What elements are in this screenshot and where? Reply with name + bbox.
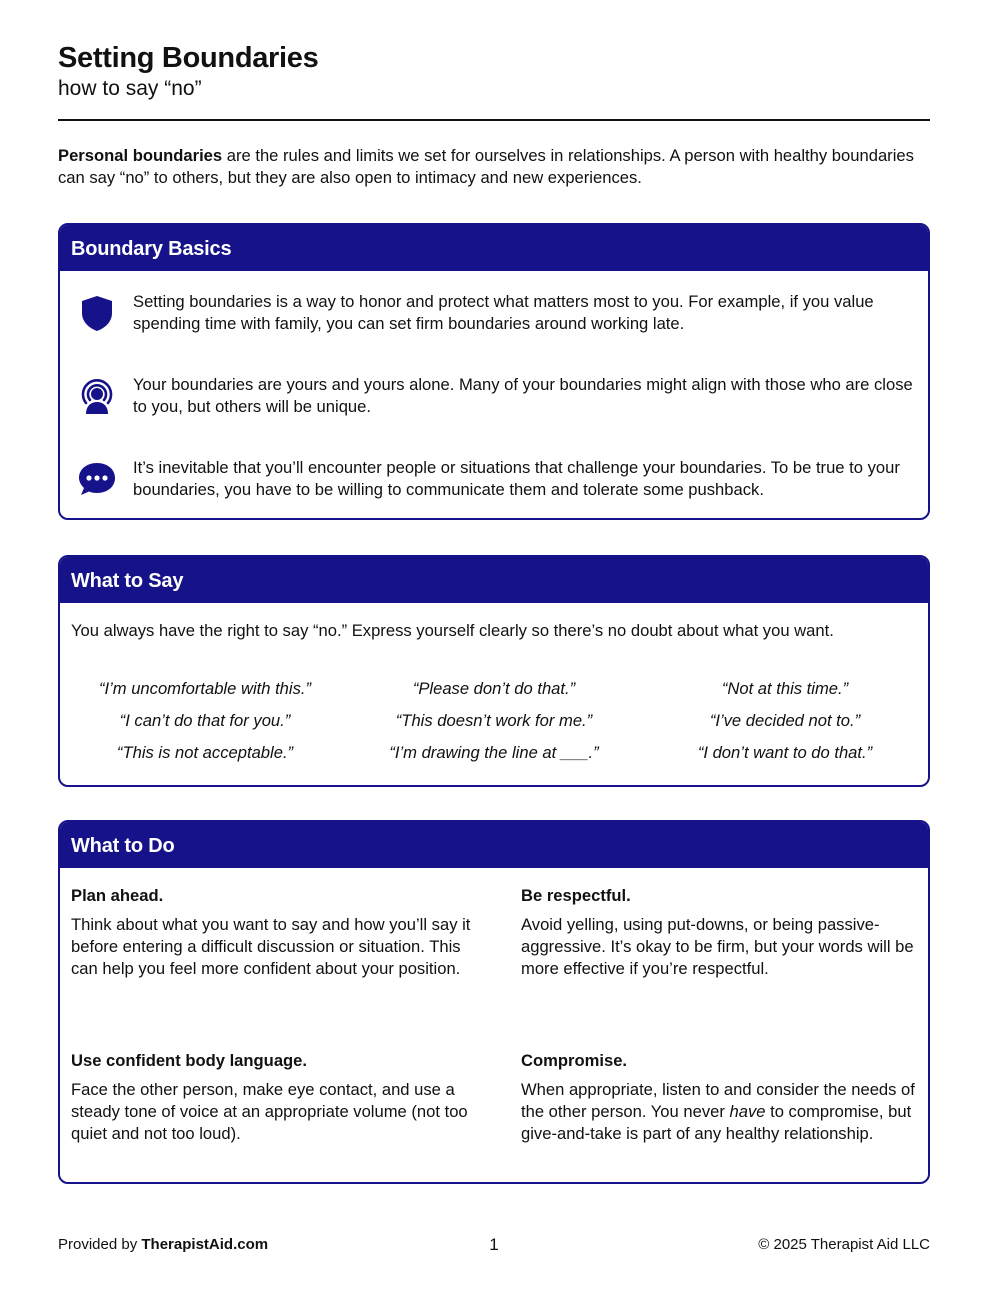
phrase: “I can’t do that for you.” (119, 711, 291, 730)
phrase: “I’m uncomfortable with this.” (98, 679, 312, 698)
basics-item-text: It’s inevitable that you’ll encounter people or situations that challenge your boundaries. To be true to your boundaries, you have to be willing to communicate them and tolerate some pushback. (133, 458, 900, 499)
chat-bubble-icon (77, 459, 117, 499)
person-broadcast-icon (77, 376, 117, 416)
intro-term: Personal boundaries (58, 146, 223, 165)
tip-title: Be respectful. (521, 886, 631, 905)
shield-icon (77, 293, 117, 333)
tip-body: Face the other person, make eye contact, and use a steady tone of voice at an appropriate volume (not too quiet and not too loud). (71, 1080, 468, 1143)
tip-body-language (71, 1051, 471, 1145)
page-subtitle: how to say “no” (58, 77, 202, 100)
header-divider (58, 119, 930, 121)
boundary-basics-card (58, 223, 930, 520)
tip-body-emphasis: have (729, 1102, 766, 1121)
page-number: 1 (489, 1235, 499, 1254)
tip-title: Plan ahead. (71, 886, 164, 905)
tip-title: Use confident body language. (71, 1051, 308, 1070)
phrase: “I’ve decided not to.” (709, 711, 861, 730)
phrase-column (640, 679, 930, 775)
tip-body-text: When appropriate, listen to and consider the needs of the other person. You never (521, 1080, 915, 1121)
phrase-column (349, 679, 639, 775)
tip-compromise (521, 1051, 921, 1145)
what-to-say-card (58, 555, 930, 787)
tip-body: Avoid yelling, using put-downs, or being passive-aggressive. It’s okay to be firm, but your words will be more effective if you’re respectful. (521, 915, 914, 978)
intro-paragraph (58, 145, 918, 189)
basics-item-text: Setting boundaries is a way to honor and protect what matters most to you. For example, if you value spending time with family, you can set firm boundaries around working late. (133, 292, 874, 333)
phrase: “Not at this time.” (721, 679, 849, 698)
tip-body-text: to compromise, but give-and-take is part of any healthy relationship. (521, 1102, 912, 1143)
what-to-say-intro: You always have the right to say “no.” Express yourself clearly so there’s no doubt about what you want. (71, 621, 834, 640)
what-to-do-card (58, 820, 930, 1184)
page-title: Setting Boundaries (58, 42, 319, 74)
tip-body: Think about what you want to say and how you’ll say it before entering a difficult discussion or situation. This can help you feel more confident about your position. (71, 915, 471, 978)
tip-plan-ahead (71, 886, 471, 980)
phrase: “Please don’t do that.” (412, 679, 576, 698)
tip-be-respectful (521, 886, 921, 980)
intro-text: are the rules and limits we set for ourselves in relationships. A person with healthy boundaries can say “no” to others, but they are also open to intimacy and new experiences. (58, 146, 914, 187)
what-to-do-heading: What to Do (60, 822, 928, 868)
basics-item-text: Your boundaries are yours and yours alone. Many of your boundaries might align with those who are close to you, but others will be unique. (133, 375, 913, 416)
phrase: “This doesn’t work for me.” (395, 711, 593, 730)
phrase: “I’m drawing the line at ___.” (389, 743, 599, 762)
footer-copyright: © 2025 Therapist Aid LLC (758, 1236, 930, 1253)
tip-body (521, 1079, 921, 1145)
phrase: “This is not acceptable.” (116, 743, 294, 762)
footer-site-name: TherapistAid.com (141, 1236, 269, 1253)
boundary-basics-heading: Boundary Basics (60, 225, 928, 271)
phrase-column (60, 679, 350, 775)
phrase: “I don’t want to do that.” (697, 743, 873, 762)
footer-provided-label: Provided by (58, 1236, 142, 1253)
tip-title: Compromise. (521, 1051, 628, 1070)
what-to-say-heading: What to Say (60, 557, 928, 603)
